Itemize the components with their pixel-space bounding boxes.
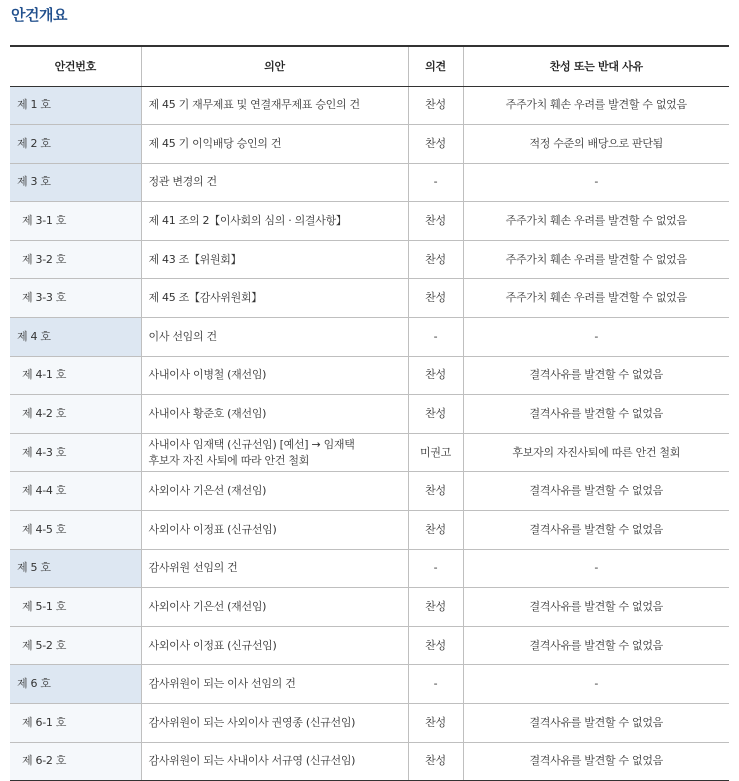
opinion-cell: - — [408, 549, 463, 588]
agenda-item-cell: 감사위원이 되는 사내이사 서규영 (신규선임) — [141, 742, 408, 781]
table-row — [10, 125, 729, 164]
agenda-item-cell: 제 45 기 이익배당 승인의 건 — [141, 125, 408, 164]
agenda-number-cell: 제 1 호 — [10, 86, 141, 125]
reason-cell: 주주가치 훼손 우려를 발견할 수 없었음 — [463, 202, 729, 241]
opinion-cell: 찬성 — [408, 395, 463, 434]
agenda-item-cell: 감사위원 선임의 건 — [141, 549, 408, 588]
agenda-number-cell: 제 6-1 호 — [10, 704, 141, 743]
agenda-item-line: 후보자 자진 사퇴에 따라 안건 철회 — [148, 453, 310, 467]
agenda-item-cell: 사외이사 기은선 (재선임) — [141, 588, 408, 627]
opinion-cell: 미권고 — [408, 433, 463, 472]
table-row — [10, 318, 729, 357]
agenda-number-cell: 제 5-2 호 — [10, 626, 141, 665]
table-row — [10, 704, 729, 743]
agenda-item-cell: 사내이사 황준호 (재선임) — [141, 395, 408, 434]
opinion-cell: 찬성 — [408, 511, 463, 550]
agenda-number-cell: 제 4 호 — [10, 318, 141, 357]
reason-cell: 주주가치 훼손 우려를 발견할 수 없었음 — [463, 86, 729, 125]
table-row — [10, 665, 729, 704]
header-opinion: 의견 — [408, 46, 463, 86]
table-row — [10, 356, 729, 395]
agenda-number-cell: 제 4-2 호 — [10, 395, 141, 434]
table-row — [10, 279, 729, 318]
agenda-number-cell: 제 3-3 호 — [10, 279, 141, 318]
agenda-item-cell: 이사 선임의 건 — [141, 318, 408, 357]
agenda-number-cell: 제 4-4 호 — [10, 472, 141, 511]
agenda-item-cell: 사외이사 기은선 (재선임) — [141, 472, 408, 511]
agenda-number-cell: 제 6 호 — [10, 665, 141, 704]
reason-cell: 결격사유를 발견할 수 없었음 — [463, 626, 729, 665]
agenda-item-line: 사내이사 임재택 (신규선임) [예선] → 임재택 — [148, 437, 355, 451]
agenda-number-cell: 제 5-1 호 — [10, 588, 141, 627]
opinion-cell: 찬성 — [408, 125, 463, 164]
table-header — [10, 46, 729, 86]
opinion-cell: - — [408, 163, 463, 202]
header-reason: 찬성 또는 반대 사유 — [463, 46, 729, 86]
agenda-table — [10, 45, 729, 781]
table-row — [10, 86, 729, 125]
table-row — [10, 433, 729, 472]
opinion-cell: - — [408, 318, 463, 357]
agenda-number-cell: 제 2 호 — [10, 125, 141, 164]
reason-cell: 결격사유를 발견할 수 없었음 — [463, 472, 729, 511]
agenda-number-cell: 제 4-1 호 — [10, 356, 141, 395]
table-row — [10, 511, 729, 550]
table-row — [10, 742, 729, 781]
opinion-cell: 찬성 — [408, 472, 463, 511]
opinion-cell: - — [408, 665, 463, 704]
table-row — [10, 626, 729, 665]
header-agenda-number: 안건번호 — [10, 46, 141, 86]
table-row — [10, 472, 729, 511]
reason-cell: 결격사유를 발견할 수 없었음 — [463, 395, 729, 434]
agenda-item-cell: 제 45 조【감사위원회】 — [141, 279, 408, 318]
opinion-cell: 찬성 — [408, 588, 463, 627]
table-row — [10, 163, 729, 202]
agenda-item-cell: 제 41 조의 2【이사회의 심의 · 의결사항】 — [141, 202, 408, 241]
opinion-cell: 찬성 — [408, 704, 463, 743]
reason-cell: - — [463, 163, 729, 202]
reason-cell: 주주가치 훼손 우려를 발견할 수 없었음 — [463, 240, 729, 279]
page-title: 안건개요 — [11, 6, 67, 24]
table-row — [10, 395, 729, 434]
reason-cell: 결격사유를 발견할 수 없었음 — [463, 356, 729, 395]
opinion-cell: 찬성 — [408, 356, 463, 395]
reason-cell: - — [463, 665, 729, 704]
opinion-cell: 찬성 — [408, 86, 463, 125]
opinion-cell: 찬성 — [408, 202, 463, 241]
reason-cell: 후보자의 자진사퇴에 따른 안건 철회 — [463, 433, 729, 472]
agenda-number-cell: 제 5 호 — [10, 549, 141, 588]
reason-cell: 결격사유를 발견할 수 없었음 — [463, 588, 729, 627]
header-row — [10, 46, 729, 86]
header-agenda-item: 의안 — [141, 46, 408, 86]
table-row — [10, 202, 729, 241]
reason-cell: 결격사유를 발견할 수 없었음 — [463, 704, 729, 743]
reason-cell: - — [463, 549, 729, 588]
agenda-item-cell: 정관 변경의 건 — [141, 163, 408, 202]
agenda-item-cell: 제 43 조【위원회】 — [141, 240, 408, 279]
agenda-number-cell: 제 4-5 호 — [10, 511, 141, 550]
table-row — [10, 549, 729, 588]
reason-cell: 적정 수준의 배당으로 판단됨 — [463, 125, 729, 164]
reason-cell: 결격사유를 발견할 수 없었음 — [463, 742, 729, 781]
opinion-cell: 찬성 — [408, 742, 463, 781]
agenda-item-cell: 제 45 기 재무제표 및 연결재무제표 승인의 건 — [141, 86, 408, 125]
reason-cell: 주주가치 훼손 우려를 발견할 수 없었음 — [463, 279, 729, 318]
agenda-item-cell: 감사위원이 되는 사외이사 권영종 (신규선임) — [141, 704, 408, 743]
table-row — [10, 240, 729, 279]
agenda-number-cell: 제 6-2 호 — [10, 742, 141, 781]
reason-cell: - — [463, 318, 729, 357]
opinion-cell: 찬성 — [408, 279, 463, 318]
agenda-item-cell — [141, 433, 408, 472]
opinion-cell: 찬성 — [408, 626, 463, 665]
agenda-item-cell: 감사위원이 되는 이사 선임의 건 — [141, 665, 408, 704]
reason-cell: 결격사유를 발견할 수 없었음 — [463, 511, 729, 550]
table-row — [10, 588, 729, 627]
agenda-number-cell: 제 4-3 호 — [10, 433, 141, 472]
agenda-item-cell: 사내이사 이병철 (재선임) — [141, 356, 408, 395]
agenda-number-cell: 제 3-2 호 — [10, 240, 141, 279]
opinion-cell: 찬성 — [408, 240, 463, 279]
agenda-number-cell: 제 3 호 — [10, 163, 141, 202]
agenda-item-cell: 사외이사 이정표 (신규선임) — [141, 626, 408, 665]
table-body — [10, 86, 729, 781]
agenda-number-cell: 제 3-1 호 — [10, 202, 141, 241]
agenda-item-cell: 사외이사 이정표 (신규선임) — [141, 511, 408, 550]
